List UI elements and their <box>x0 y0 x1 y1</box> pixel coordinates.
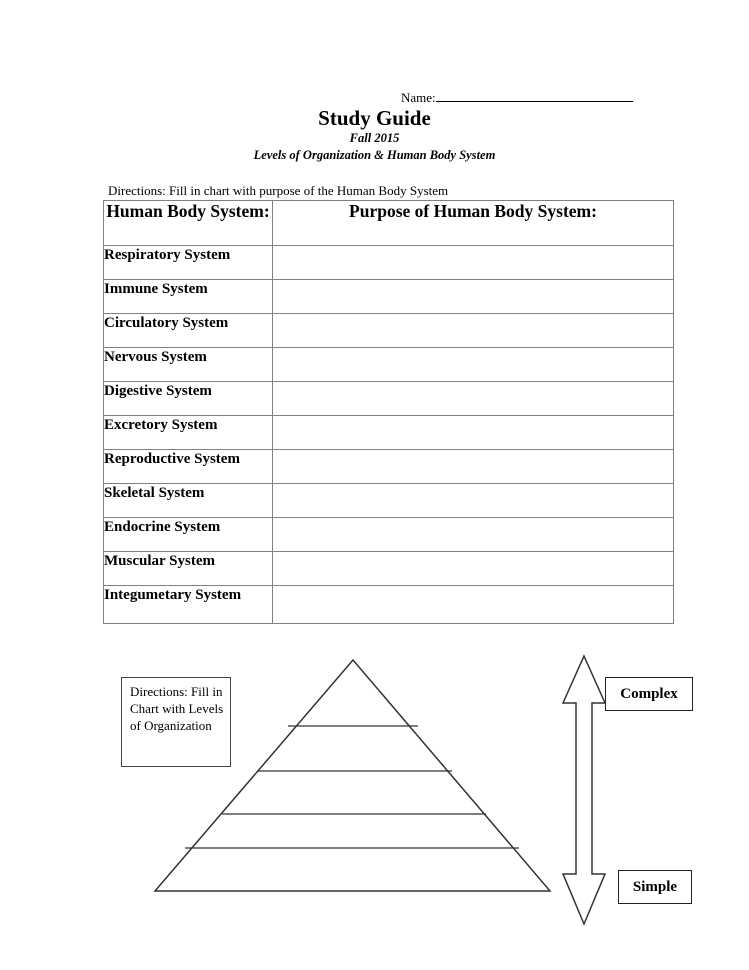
table-row <box>104 552 674 586</box>
system-name: Excretory System <box>104 416 273 450</box>
column-header-purpose: Purpose of Human Body System: <box>273 201 674 246</box>
table-row <box>104 246 674 280</box>
page-subtitle: Levels of Organization & Human Body System <box>253 148 496 162</box>
system-name: Nervous System <box>104 348 273 382</box>
table-row <box>104 586 674 624</box>
purpose-answer-cell[interactable] <box>273 518 674 552</box>
system-name: Integumetary System <box>104 586 273 624</box>
system-name: Skeletal System <box>104 484 273 518</box>
system-name: Circulatory System <box>104 314 273 348</box>
complex-label: Complex <box>605 677 693 711</box>
name-blank-line[interactable] <box>436 89 633 102</box>
page-title: Study Guide <box>318 106 431 130</box>
pyramid-directions-box: Directions: Fill in Chart with Levels of Organization <box>121 677 231 767</box>
table-row <box>104 280 674 314</box>
table-row <box>104 484 674 518</box>
system-name: Immune System <box>104 280 273 314</box>
purpose-answer-cell[interactable] <box>273 552 674 586</box>
name-field <box>401 89 633 106</box>
body-systems-table <box>103 200 674 624</box>
column-header-system: Human Body System: <box>104 201 273 246</box>
table-header-row <box>104 201 674 246</box>
purpose-answer-cell[interactable] <box>273 280 674 314</box>
name-label: Name: <box>401 90 436 105</box>
system-name: Respiratory System <box>104 246 273 280</box>
term-label: Fall 2015 <box>349 131 400 145</box>
system-name: Reproductive System <box>104 450 273 484</box>
purpose-answer-cell[interactable] <box>273 314 674 348</box>
purpose-answer-cell[interactable] <box>273 246 674 280</box>
purpose-answer-cell[interactable] <box>273 382 674 416</box>
table-row <box>104 518 674 552</box>
purpose-answer-cell[interactable] <box>273 586 674 624</box>
table-row <box>104 314 674 348</box>
system-name: Endocrine System <box>104 518 273 552</box>
purpose-answer-cell[interactable] <box>273 484 674 518</box>
table-row <box>104 450 674 484</box>
purpose-answer-cell[interactable] <box>273 348 674 382</box>
purpose-answer-cell[interactable] <box>273 450 674 484</box>
table-row <box>104 416 674 450</box>
table-row <box>104 348 674 382</box>
system-name: Muscular System <box>104 552 273 586</box>
table-directions: Directions: Fill in chart with purpose of the Human Body System <box>108 183 449 198</box>
system-name: Digestive System <box>104 382 273 416</box>
purpose-answer-cell[interactable] <box>273 416 674 450</box>
double-arrow-icon <box>563 656 605 924</box>
simple-label: Simple <box>618 870 692 904</box>
table-row <box>104 382 674 416</box>
